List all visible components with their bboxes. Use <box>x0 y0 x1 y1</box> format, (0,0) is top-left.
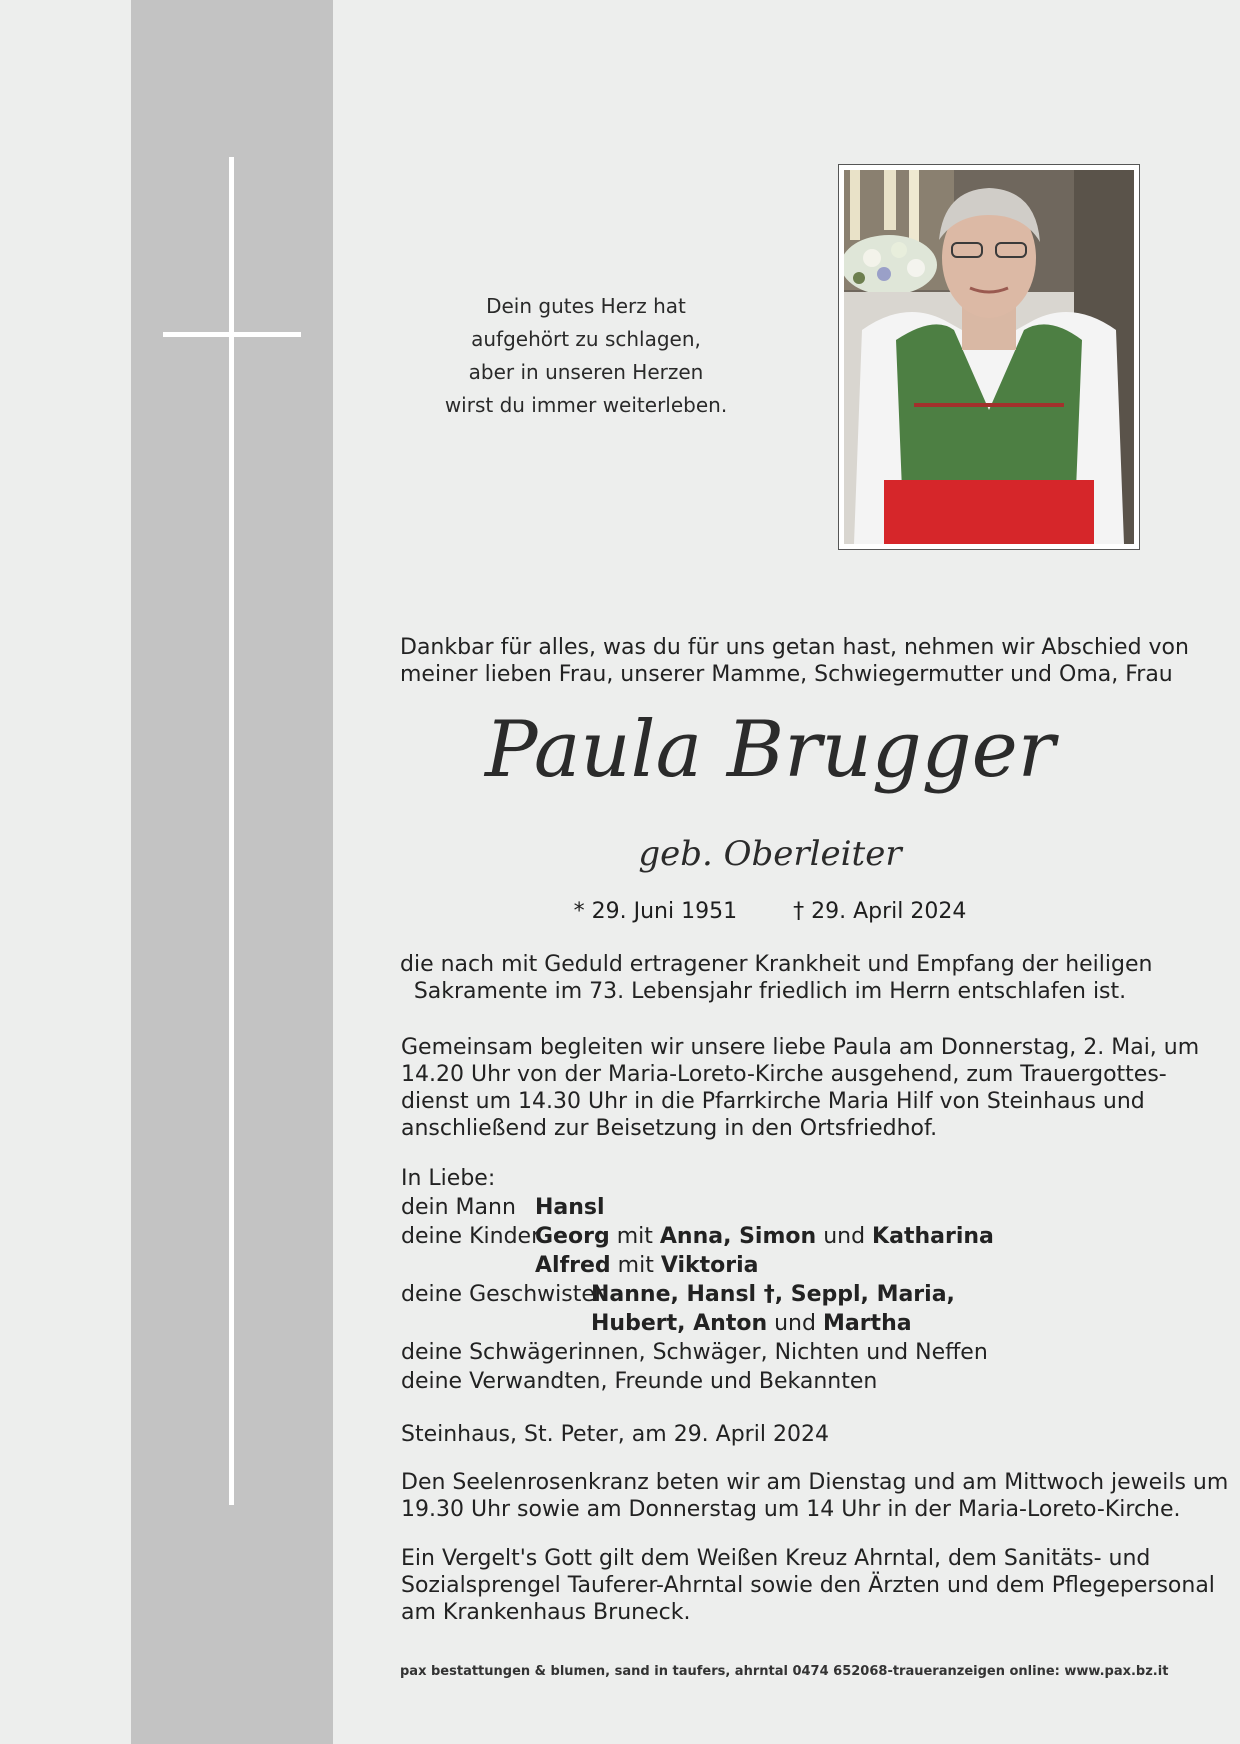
life-dates <box>400 898 1140 926</box>
place-date: Steinhaus, St. Peter, am 29. April 2024 <box>401 1422 829 1447</box>
inlaws-row: deine Schwägerinnen, Schwäger, Nichten und Neffen <box>401 1340 988 1365</box>
deceased-name: Paula Brugger <box>484 705 1056 795</box>
siblings-row <box>401 1280 1140 1309</box>
rosary-line: Den Seelenrosenkranz beten wir am Dienstag und am Mittwoch jeweils um <box>401 1470 1229 1495</box>
child-name: Georg <box>535 1224 610 1249</box>
footer-credit: pax bestattungen & blumen, sand in taufers, ahrntal 0474 652068-traueranzeigen online: www.pax.bz.it <box>400 1664 1169 1679</box>
child-partner-name: Viktoria <box>660 1253 759 1278</box>
connector-text: mit <box>617 1253 654 1278</box>
husband-row <box>401 1193 1140 1222</box>
death-date: † 29. April 2024 <box>793 899 967 924</box>
thanks-line: Ein Vergelt's Gott gilt dem Weißen Kreuz Ahrntal, dem Sanitäts- und <box>401 1546 1151 1571</box>
connector-text: und <box>774 1311 816 1336</box>
intro-text <box>400 634 1189 688</box>
connector-text: und <box>823 1224 866 1249</box>
funeral-line: dienst um 14.30 Uhr in die Pfarrkirche Maria Hilf von Steinhaus und <box>401 1089 1145 1114</box>
child-family-names: Anna, Simon <box>659 1224 817 1249</box>
siblings-names: Martha <box>822 1311 912 1336</box>
children-label: deine Kinder <box>401 1224 541 1249</box>
siblings-names: Hubert, Anton <box>591 1311 768 1336</box>
husband-name: Hansl <box>535 1195 605 1220</box>
birth-date: * 29. Juni 1951 <box>573 899 738 924</box>
memorial-verse <box>430 290 742 422</box>
siblings-row <box>401 1309 1140 1338</box>
children-row <box>401 1222 1140 1251</box>
cross-icon-vertical-bar <box>229 157 234 1505</box>
cross-icon-horizontal-bar <box>163 332 301 337</box>
thanks-line: Sozialsprengel Tauferer-Ahrntal sowie den Ärzten und dem Pflegepersonal <box>401 1573 1215 1598</box>
thanks-text <box>401 1545 1215 1626</box>
sacraments-line: die nach mit Geduld ertragener Krankheit und Empfang der heiligen <box>400 952 1153 977</box>
portrait-photo <box>844 170 1134 544</box>
verse-line: Dein gutes Herz hat <box>486 294 686 318</box>
child-family-names: Katharina <box>872 1224 994 1249</box>
sacraments-line: Sakramente im 73. Lebensjahr friedlich im Herrn entschlafen ist. <box>413 979 1127 1004</box>
child-name: Alfred <box>535 1253 611 1278</box>
husband-label: dein Mann <box>401 1195 516 1220</box>
portrait-illustration <box>844 170 1134 544</box>
funeral-line: Gemeinsam begleiten wir unsere liebe Paula am Donnerstag, 2. Mai, um <box>401 1035 1200 1060</box>
relatives-row: deine Verwandten, Freunde und Bekannten <box>401 1369 878 1394</box>
funeral-line: anschließend zur Beisetzung in den Ortsfriedhof. <box>401 1116 938 1141</box>
mourners-heading: In Liebe: <box>401 1166 496 1191</box>
funeral-info <box>401 1034 1200 1142</box>
portrait-frame <box>838 164 1140 550</box>
intro-line: Dankbar für alles, was du für uns getan hast, nehmen wir Abschied von <box>400 635 1189 660</box>
verse-line: aber in unseren Herzen <box>468 360 704 384</box>
children-row <box>401 1251 1140 1280</box>
siblings-names: Nanne, Hansl †, Seppl, Maria, <box>591 1282 955 1307</box>
connector-text: mit <box>616 1224 653 1249</box>
funeral-line: 14.20 Uhr von der Maria-Loreto-Kirche ausgehend, zum Trauergottes- <box>401 1062 1167 1087</box>
thanks-line: am Krankenhaus Bruneck. <box>401 1600 691 1625</box>
siblings-label: deine Geschwister <box>401 1282 604 1307</box>
intro-line: meiner lieben Frau, unserer Mamme, Schwiegermutter und Oma, Frau <box>400 662 1173 687</box>
rosary-info <box>401 1469 1229 1523</box>
verse-line: aufgehört zu schlagen, <box>471 327 701 351</box>
sacraments-text <box>400 951 1153 1005</box>
mourners-list <box>401 1164 1140 1396</box>
maiden-name: geb. Oberleiter <box>638 834 902 874</box>
verse-line: wirst du immer weiterleben. <box>444 393 728 417</box>
rosary-line: 19.30 Uhr sowie am Donnerstag um 14 Uhr in der Maria-Loreto-Kirche. <box>401 1497 1181 1522</box>
